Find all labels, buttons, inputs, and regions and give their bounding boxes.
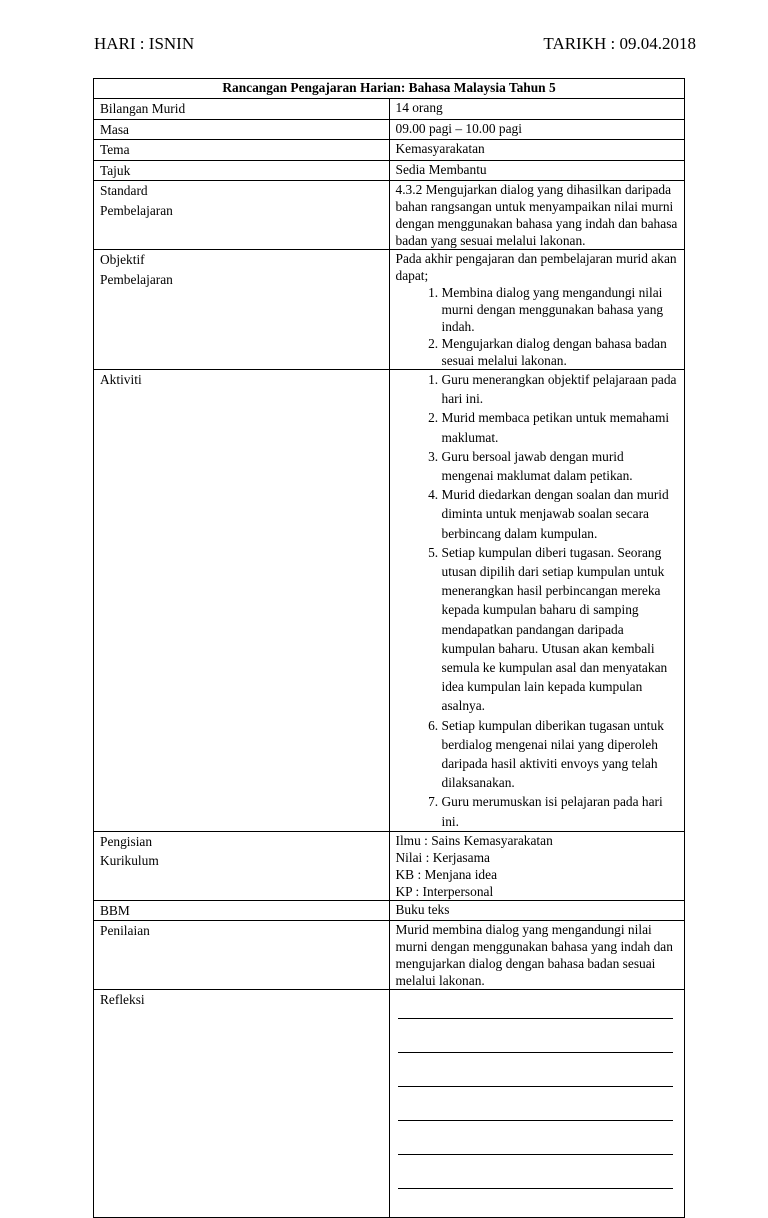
label-refleksi: Refleksi <box>94 990 390 1218</box>
pengisian-line: KB : Menjana idea <box>395 866 498 882</box>
label-bilangan-murid: Bilangan Murid <box>94 99 390 120</box>
objektif-item: 1. Membina dialog yang mengandungi nilai murni dengan menggunakan bahasa yang indah. <box>442 284 679 335</box>
value-standard-pembelajaran: 4.3.2 Mengujarkan dialog yang dihasilkan daripada bahan rangsangan untuk menyampaikan nilai murni dengan menggunakan bahasa yang indah dan bahasa badan yang sesuai melalui lakonan. <box>389 181 685 250</box>
objektif-item: 2. Mengujarkan dialog dengan bahasa badan sesuai melalui lakonan. <box>442 335 679 369</box>
label-tajuk: Tajuk <box>94 160 390 181</box>
writing-line <box>398 1093 674 1121</box>
label-pengisian-line-2: Kurikulum <box>100 853 159 869</box>
label-objektif-line-2: Pembelajaran <box>100 271 173 287</box>
row-tajuk <box>94 160 685 181</box>
label-penilaian: Penilaian <box>94 921 390 990</box>
label-bbm: BBM <box>94 900 390 921</box>
label-standard-line-1: Standard <box>100 183 148 198</box>
writing-line <box>398 991 674 1019</box>
row-objektif-pembelajaran <box>94 250 685 370</box>
aktiviti-item: 5. Setiap kumpulan diberi tugasan. Seorang utusan dipilih dari setiap kumpulan untuk menerangkan hasil perbincangan mereka kepada kumpulan baharu di samping mendapatkan pandangan daripada kumpulan baharu. Utusan akan kembali semula ke kumpulan asal dan menyatakan idea kumpulan lain kepada kumpulan asalnya. <box>442 543 679 716</box>
objektif-list <box>396 284 679 369</box>
aktiviti-item: 3. Guru bersoal jawab dengan murid mengenai maklumat dalam petikan. <box>442 447 679 485</box>
value-bbm: Buku teks <box>389 900 685 921</box>
value-bilangan-murid: 14 orang <box>389 99 685 120</box>
date-header: TARIKH : 09.04.2018 <box>543 34 696 53</box>
pengisian-line: KP : Interpersonal <box>395 883 494 899</box>
row-standard-pembelajaran <box>94 181 685 250</box>
row-masa <box>94 119 685 140</box>
writing-line <box>398 1161 674 1189</box>
label-standard-pembelajaran <box>94 181 390 250</box>
value-refleksi <box>389 990 685 1218</box>
writing-line <box>398 1059 674 1087</box>
aktiviti-list <box>396 370 679 831</box>
table-title-row <box>94 79 685 99</box>
aktiviti-item: 7. Guru merumuskan isi pelajaran pada hari ini. <box>442 792 679 830</box>
row-bilangan-murid <box>94 99 685 120</box>
aktiviti-item: 2. Murid membaca petikan untuk memahami maklumat. <box>442 408 679 446</box>
row-aktiviti <box>94 370 685 832</box>
label-masa: Masa <box>94 119 390 140</box>
value-masa: 09.00 pagi – 10.00 pagi <box>389 119 685 140</box>
aktiviti-item: 6. Setiap kumpulan diberikan tugasan untuk berdialog mengenai nilai yang diperoleh daripada hasil aktiviti envoys yang telah dilaksanakan. <box>442 716 679 793</box>
row-penilaian <box>94 921 685 990</box>
row-refleksi <box>94 990 685 1218</box>
value-penilaian: Murid membina dialog yang mengandungi nilai murni dengan menggunakan bahasa yang indah dan mengujarkan dialog dengan bahasa badan sesuai melalui lakonan. <box>389 921 685 990</box>
writing-line <box>398 1025 674 1053</box>
pengisian-line: Nilai : Kerjasama <box>395 849 490 865</box>
refleksi-writing-lines <box>396 990 679 1189</box>
label-tema: Tema <box>94 140 390 161</box>
day-header: HARI : ISNIN <box>94 34 195 53</box>
label-pengisian-line-1: Pengisian <box>100 833 153 849</box>
aktiviti-item: 1. Guru menerangkan objektif pelajaraan pada hari ini. <box>442 370 679 408</box>
aktiviti-item: 4. Murid diedarkan dengan soalan dan murid diminta untuk menjawab soalan secara berbincang dalam kumpulan. <box>442 485 679 543</box>
value-tajuk: Sedia Membantu <box>389 160 685 181</box>
writing-line <box>398 1127 674 1155</box>
label-pengisian-kurikulum <box>94 831 390 900</box>
value-objektif-pembelajaran <box>389 250 685 370</box>
label-objektif-line-1: Objektif <box>100 252 145 267</box>
value-tema: Kemasyarakatan <box>389 140 685 161</box>
label-objektif-pembelajaran <box>94 250 390 370</box>
objektif-intro: Pada akhir pengajaran dan pembelajaran murid akan dapat; <box>395 251 677 283</box>
row-bbm <box>94 900 685 921</box>
lesson-plan-table <box>93 78 685 1218</box>
label-aktiviti: Aktiviti <box>94 370 390 832</box>
value-pengisian-kurikulum <box>389 831 685 900</box>
row-pengisian-kurikulum <box>94 831 685 900</box>
pengisian-line: Ilmu : Sains Kemasyarakatan <box>395 832 553 848</box>
label-standard-line-2: Pembelajaran <box>100 202 173 218</box>
row-tema <box>94 140 685 161</box>
table-title: Rancangan Pengajaran Harian: Bahasa Malaysia Tahun 5 <box>94 79 685 99</box>
value-aktiviti <box>389 370 685 832</box>
